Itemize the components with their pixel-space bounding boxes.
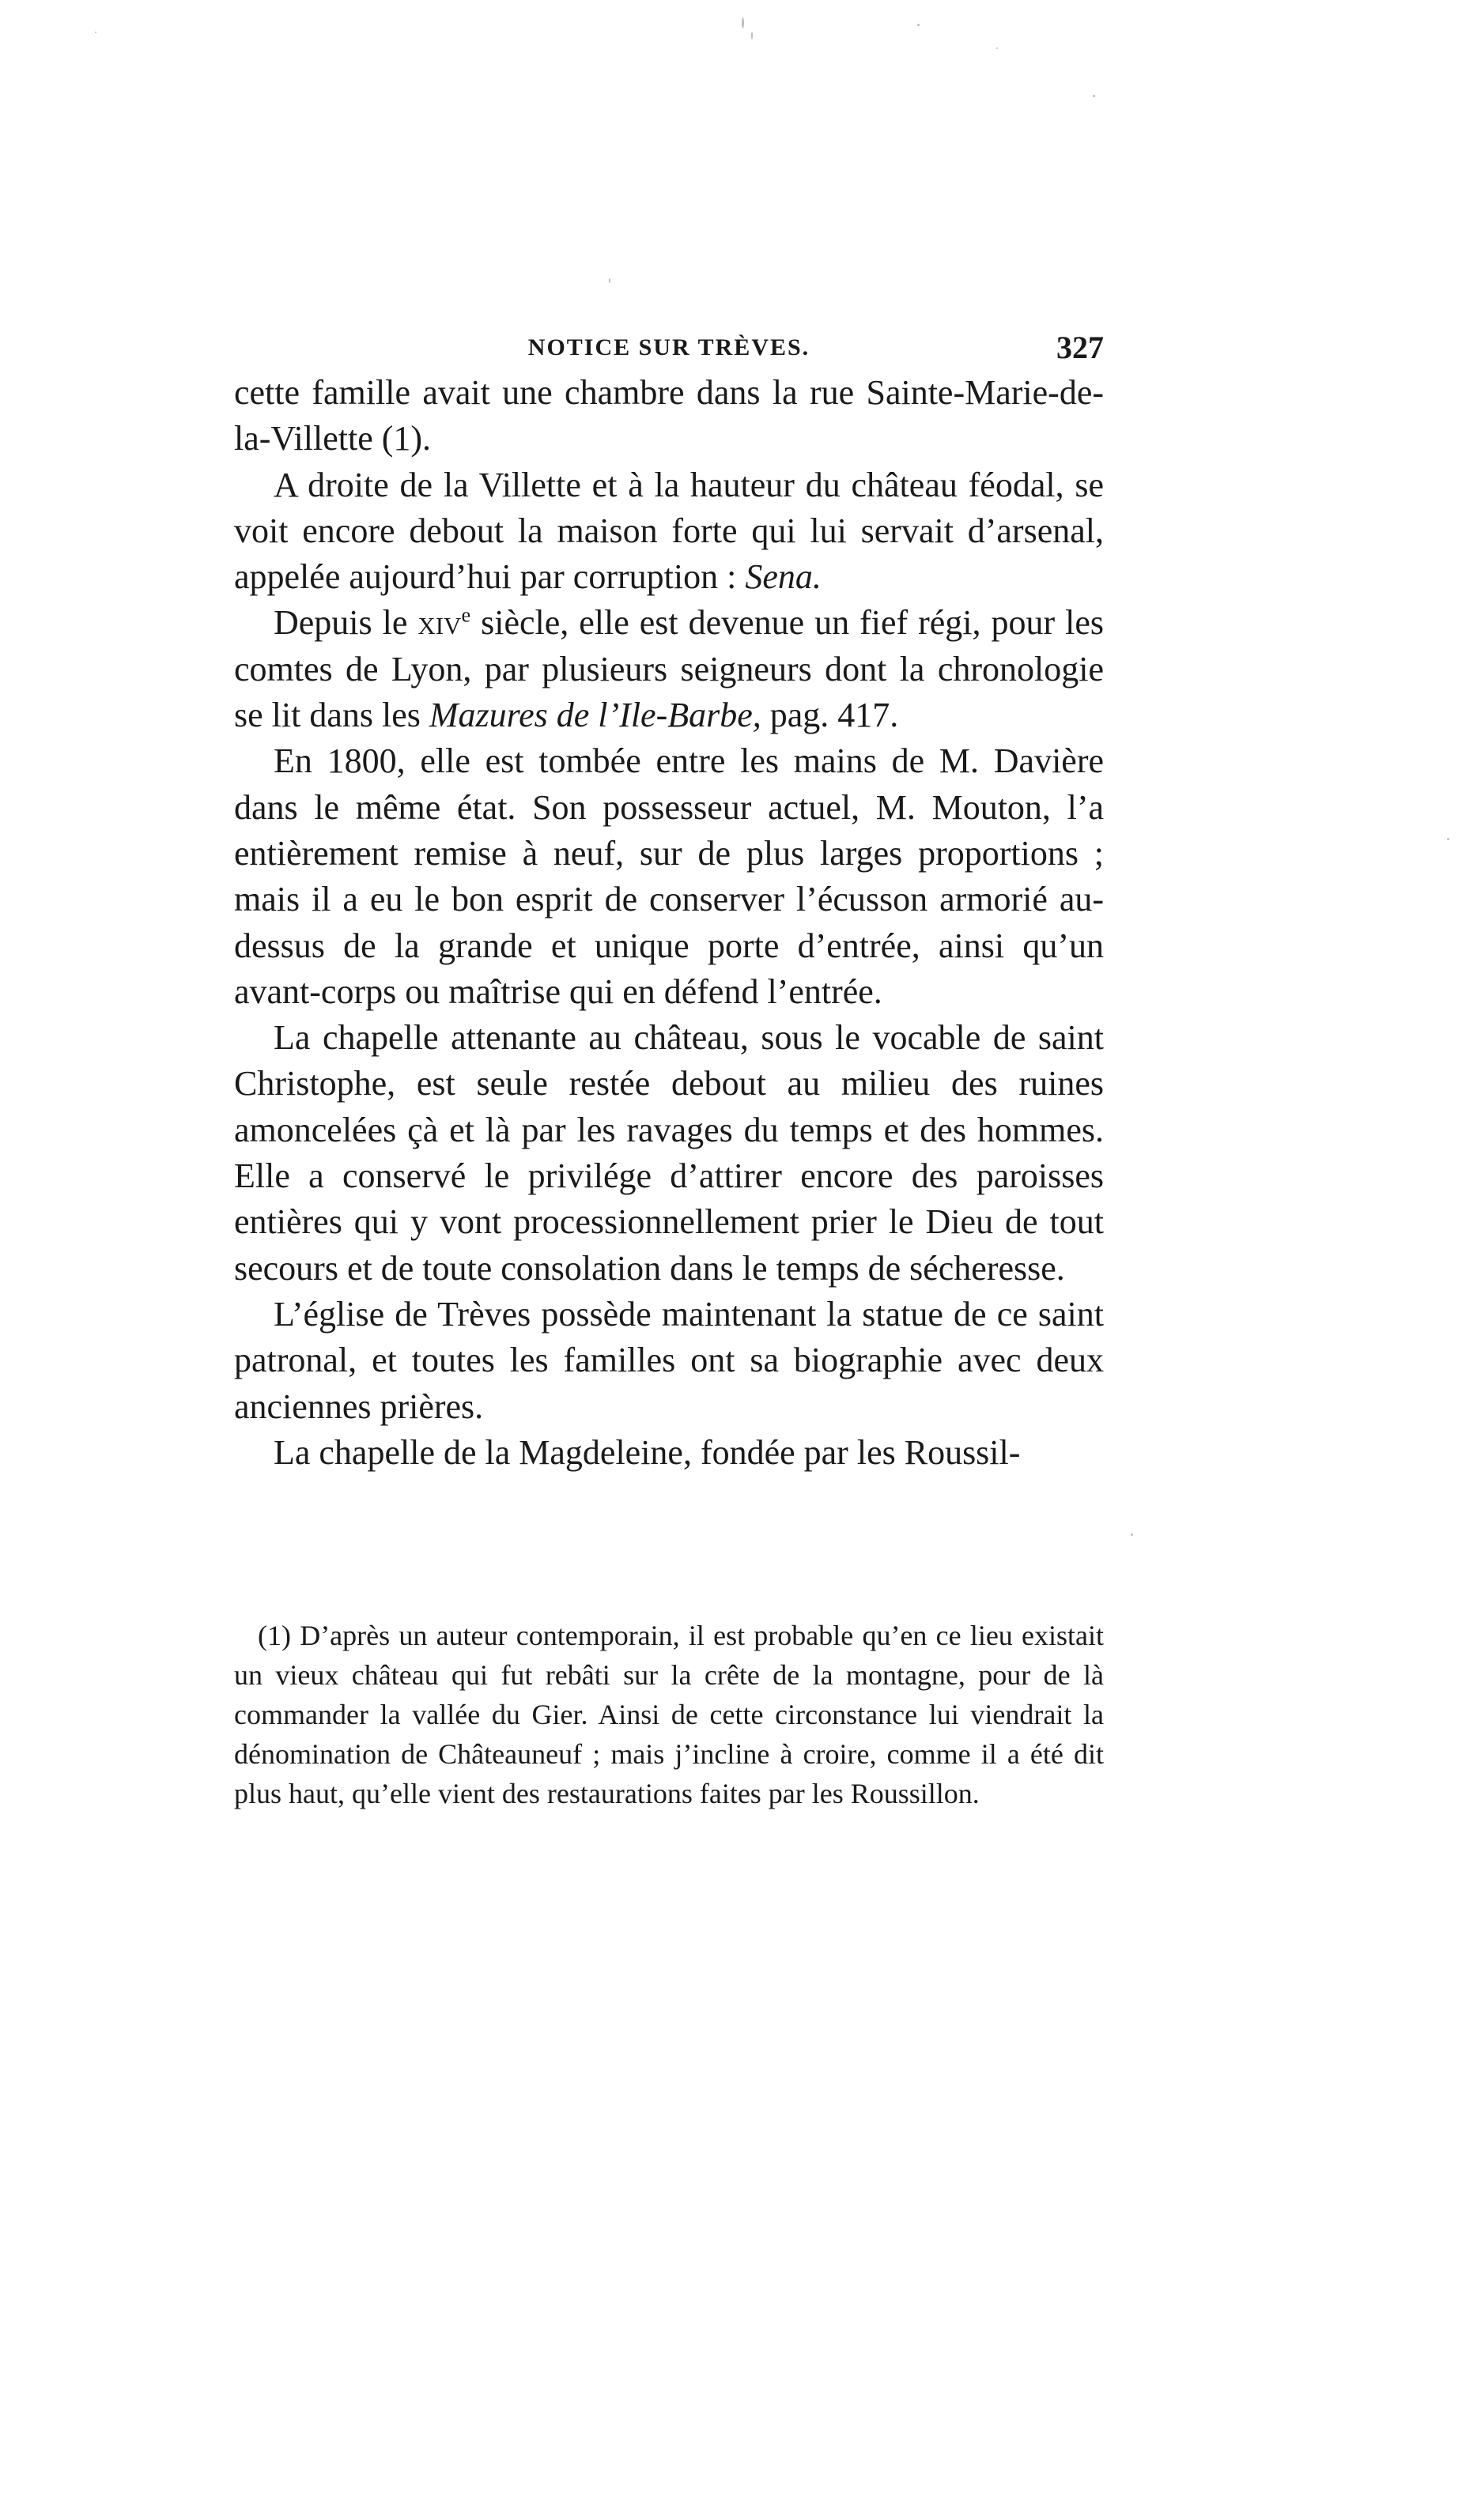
paragraph-3 <box>234 600 1104 738</box>
paragraph-1-text: cette famille avait une chambre dans la rue Sainte-Marie-de-la-Villette (1). <box>234 373 1104 458</box>
paragraph-5 <box>234 1015 1104 1292</box>
paragraph-5-text: La chapelle attenante au château, sous le vocable de saint Christophe, est seule restée debout au milieu des ruines amoncelées çà et là par les ravages du temps et des hommes. Elle a conservé le privilége d’attirer encore des paroisses entières qui y vont processionnellement prier le Dieu de tout secours et de toute consolation dans le temps de sécheresse. <box>234 1018 1104 1288</box>
paragraph-3-middle: siècle, elle est devenue un fief régi, pour les comtes de Lyon, par plusieurs seigneurs dont la chronologie se lit dans les <box>234 603 1104 735</box>
running-title: NOTICE SUR TRÈVES. <box>527 334 810 360</box>
paragraph-6 <box>234 1292 1104 1430</box>
footnotes <box>234 1616 1104 1813</box>
running-head <box>234 326 1104 370</box>
paragraph-7-text: La chapelle de la Magdeleine, fondée par les Roussil- <box>274 1432 1021 1472</box>
paragraph-3-before: Depuis le <box>274 603 408 643</box>
paragraph-2-italic: Sena. <box>745 557 822 597</box>
paragraph-2-text: A droite de la Villette et à la hauteur du château féodal, se voit encore debout la maison forte qui lui servait d’arsenal, appelée aujourd’hui par corruption : <box>234 465 1104 597</box>
main-text <box>234 370 1104 1476</box>
footnote-1: (1) D’après un auteur contemporain, il est probable qu’en ce lieu existait un vieux château qui fut rebâti sur la crête de la montagne, pour de là commander la vallée du Gier. Ainsi de cette circonstance lui viendrait la dénomination de Châteauneuf ; mais j’incline à croire, comme il a été dit plus haut, qu’elle vient des restaurations faites par les Roussillon. <box>234 1620 1104 1809</box>
paragraph-6-text: L’église de Trèves possède maintenant la statue de ce saint patronal, et toutes les familles ont sa biographie avec deux anciennes prières. <box>234 1294 1104 1426</box>
page-number: 327 <box>1056 330 1104 365</box>
paragraph-7 <box>234 1430 1104 1476</box>
paragraph-2 <box>234 462 1104 601</box>
paragraph-4 <box>234 738 1104 1015</box>
paragraph-3-italic: Mazures de l’Ile-Barbe, <box>429 696 761 735</box>
paragraph-3-after: pag. 417. <box>769 696 899 735</box>
century-numeral: xiv <box>417 603 462 643</box>
paragraph-4-text: En 1800, elle est tombée entre les mains de M. Davière dans le même état. Son possesseur actuel, M. Mouton, l’a entièrement remise à neuf, sur de plus larges proportions ; mais il a eu le bon esprit de conserver l’écusson armorié au-dessus de la grande et unique porte d’entrée, ainsi qu’un avant-corps ou maîtrise qui en défend l’entrée. <box>234 741 1104 1011</box>
century-superscript: e <box>461 602 471 627</box>
paragraph-1 <box>234 370 1104 462</box>
